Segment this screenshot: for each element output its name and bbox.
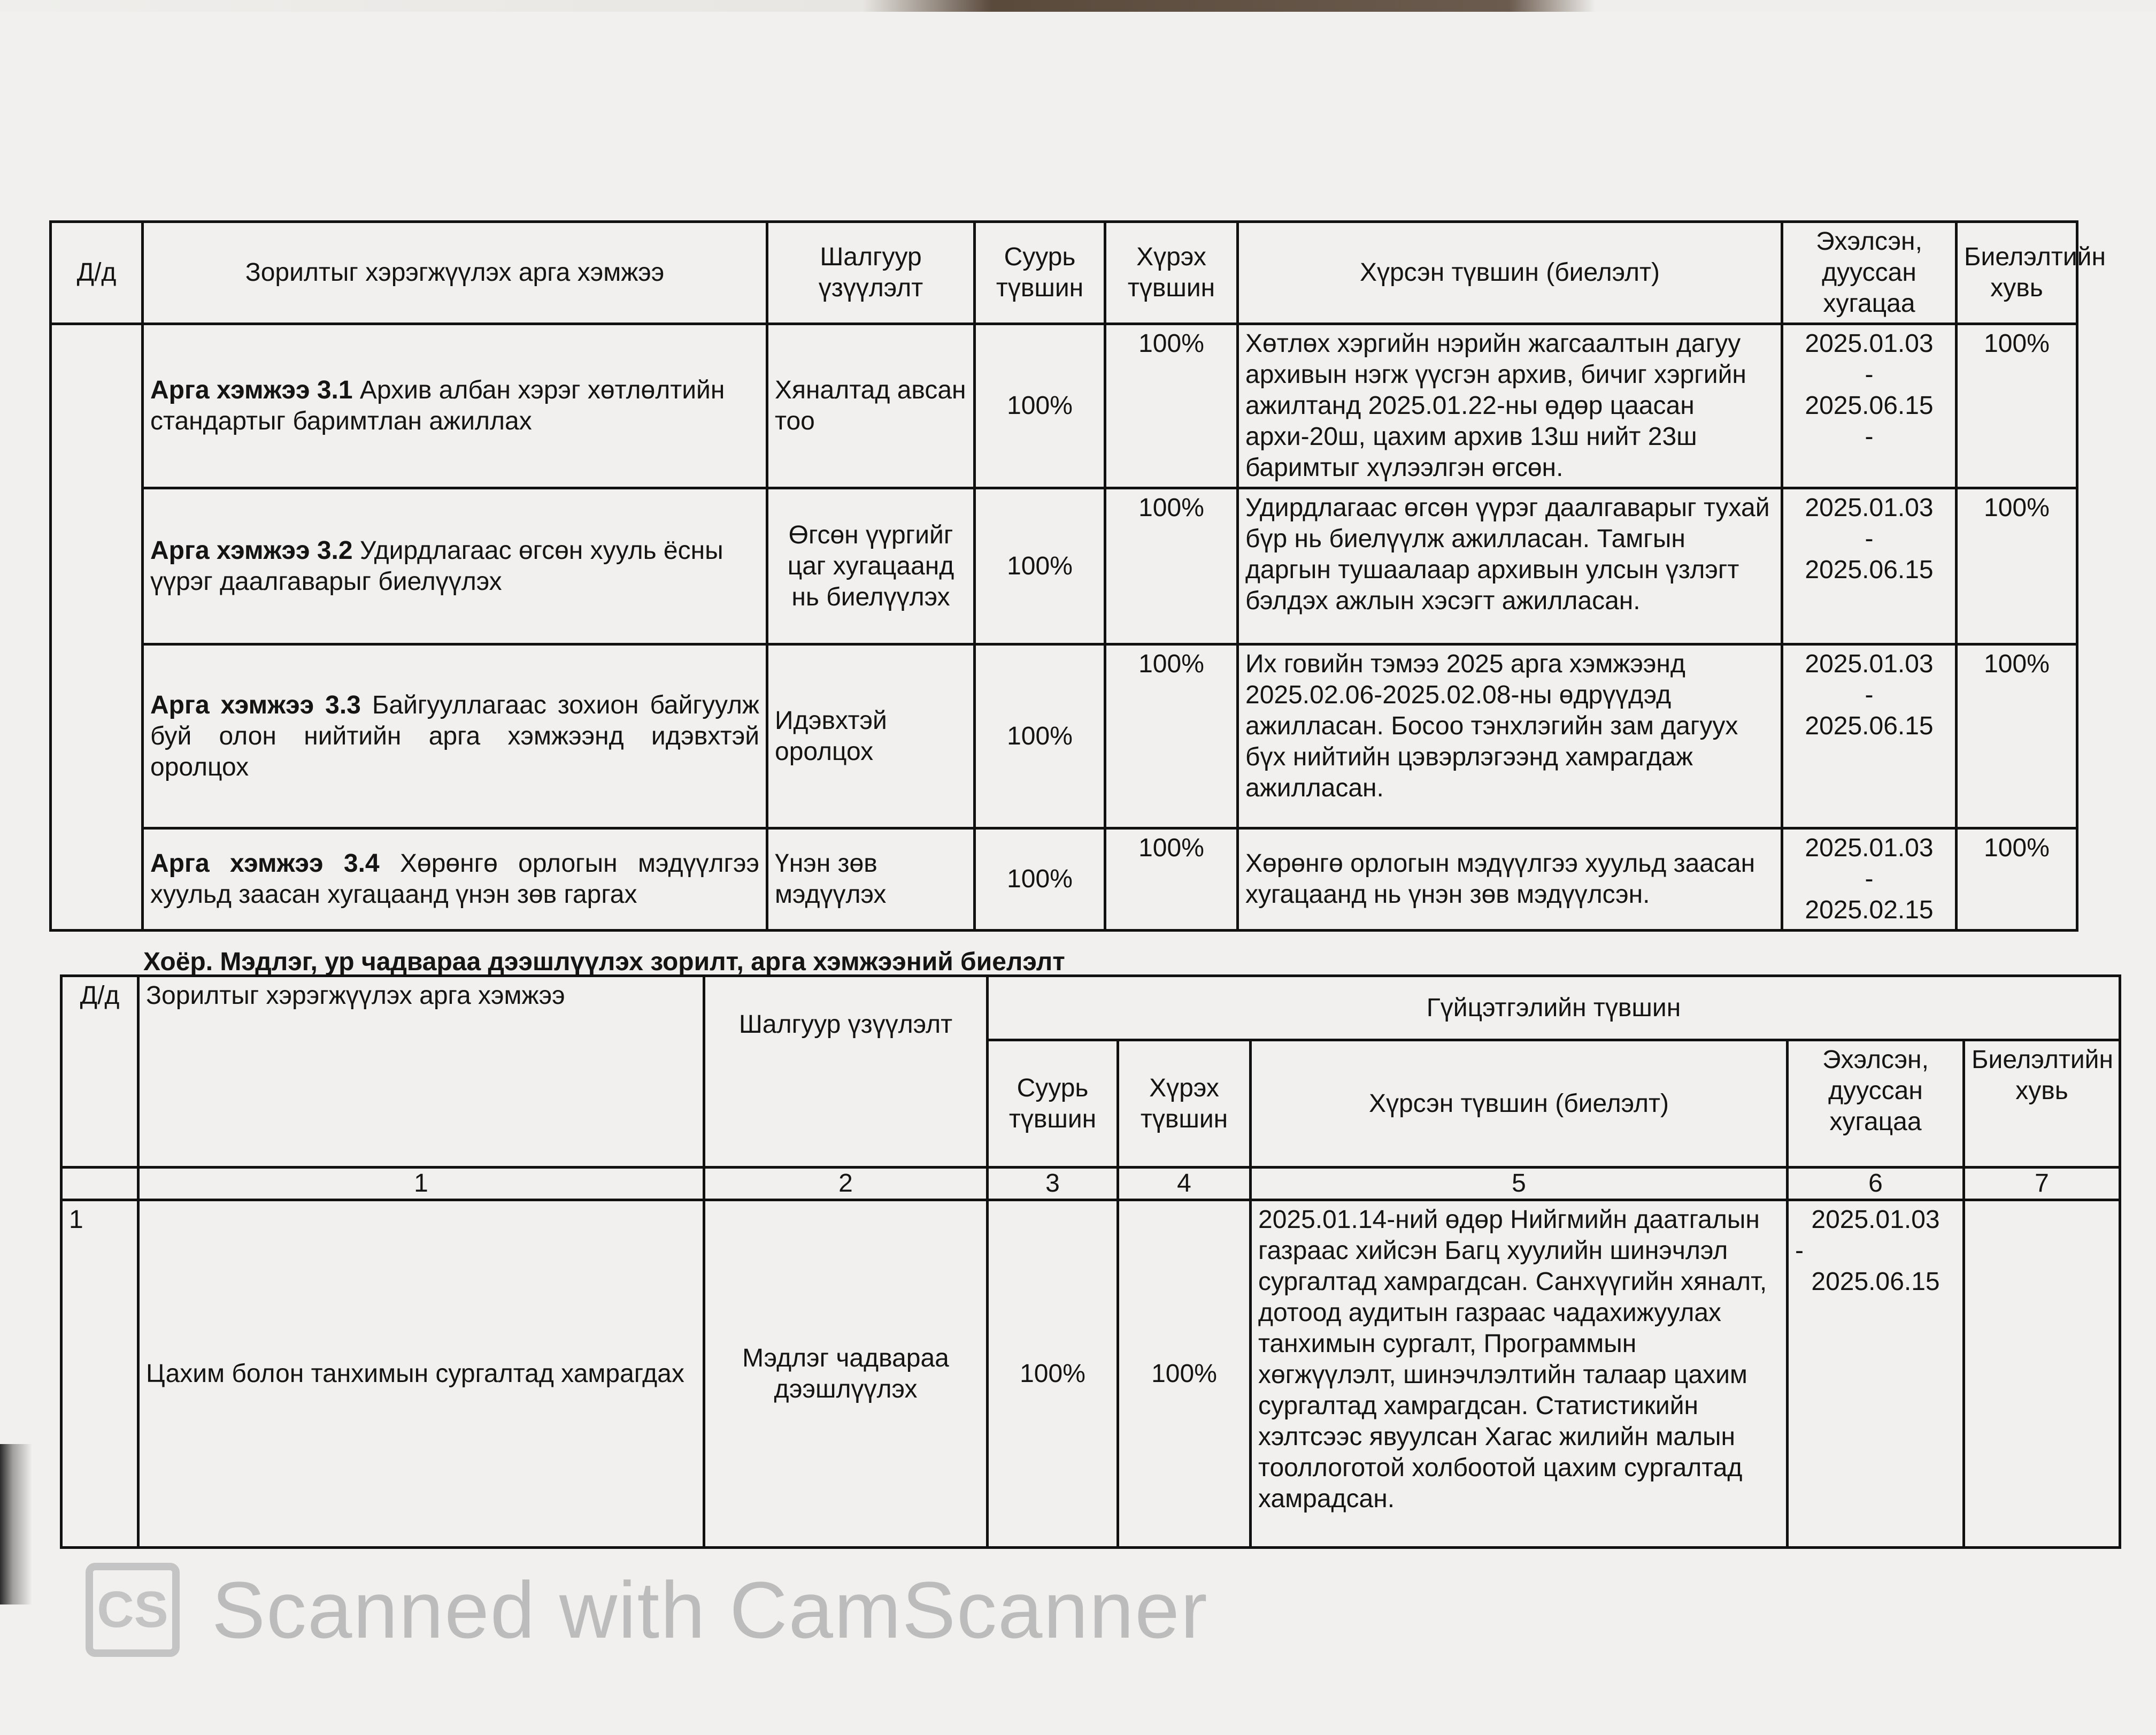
date-separator: -: [1865, 423, 1874, 451]
base-level-cell: 100%: [988, 1200, 1118, 1548]
percent-cell: 100%: [1957, 828, 2077, 931]
table-row: [51, 644, 2077, 828]
camscanner-watermark: [86, 1562, 1208, 1658]
header-percent: Биелэлтийн хувь: [1957, 222, 2077, 324]
dates-cell: [1782, 644, 1957, 828]
camscanner-logo-icon: CS: [86, 1563, 180, 1657]
column-number: 4: [1118, 1168, 1251, 1200]
measure-cell: Цахим болон танхимын сургалтад хамрагдах: [138, 1200, 704, 1548]
criterion-cell: Мэдлэг чадвараа дээшлүүлэх: [704, 1200, 988, 1548]
header-dates: Эхэлсэн, дууссан хугацаа: [1788, 1040, 1964, 1168]
header-measure: Зорилтыг хэрэгжүүлэх арга хэмжээ: [143, 222, 767, 324]
percent-cell: 100%: [1957, 324, 2077, 488]
measure-text: Архив албан хэрэг хөтлөлтийн стандартыг баримтлан ажиллах: [150, 376, 725, 435]
dates-cell: [1782, 488, 1957, 644]
measure-text: Байгууллагаас зохион байгуулж буй олон нийтийн арга хэмжээнд идэвхтэй оролцох: [150, 690, 760, 781]
measure-text: Удирдлагаас өгсөн хууль ёсны үүрэг даалгаварыг биелүүлэх: [150, 536, 723, 596]
end-date: 2025.06.15: [1805, 391, 1934, 420]
start-date: 2025.01.03: [1805, 834, 1934, 862]
header-target-level: Хүрэх түвшин: [1105, 222, 1238, 324]
measure-cell: [143, 828, 767, 931]
date-separator: -: [1795, 1237, 1804, 1265]
column-number-blank: [61, 1168, 138, 1200]
achieved-cell: 2025.01.14-ний өдөр Нийгмийн даатгалын газраас хийсэн Багц хуулийн шинэчлэл сургалтад хамрагдсан. Санхүүгийн хяналт, дотоод аудитын газраас чадахижуулах танхимын сургалт, Программын хөгжүүлэлт, шинэчлэлтийн талаар цахим сургалтад хамрагдсан. Статистикийн хэлтсээс явуулсан Хагас жилийн малын тооллоготой холбоотой цахим сургалтад хамрадсан.: [1251, 1200, 1788, 1548]
end-date: 2025.06.15: [1805, 556, 1934, 584]
column-number: 7: [1964, 1168, 2120, 1200]
measures-table-2: [60, 974, 2121, 1549]
date-separator: -: [1865, 681, 1874, 709]
measure-cell: [143, 488, 767, 644]
criterion-cell: Өгсөн үүргийг цаг хугацаанд нь биелүүлэх: [767, 488, 975, 644]
percent-cell: [1964, 1200, 2120, 1548]
base-level-cell: 100%: [975, 488, 1105, 644]
end-date: 2025.06.15: [1811, 1268, 1940, 1296]
measure-cell: [143, 324, 767, 488]
date-separator: -: [1865, 865, 1874, 893]
measure-cell: [143, 644, 767, 828]
percent-cell: 100%: [1957, 644, 2077, 828]
column-number: 5: [1251, 1168, 1788, 1200]
start-date: 2025.01.03: [1805, 329, 1934, 358]
header-achieved-level: Хүрсэн түвшин (биелэлт): [1251, 1040, 1788, 1168]
header-performance-level: Гүйцэтгэлийн түвшин: [988, 976, 2120, 1040]
header-num: Д/д: [51, 222, 143, 324]
header-base-level: Суурь түвшин: [988, 1040, 1118, 1168]
base-level-cell: 100%: [975, 324, 1105, 488]
target-level-cell: 100%: [1105, 488, 1238, 644]
measures-table-1: [49, 220, 2106, 932]
achieved-cell: Хөрөнгө орлогын мэдүүлгээ хуульд заасан хугацаанд нь үнэн зөв мэдүүлсэн.: [1238, 828, 1782, 931]
end-date: 2025.06.15: [1805, 712, 1934, 740]
header-measure: Зорилтыг хэрэгжүүлэх арга хэмжээ: [138, 976, 704, 1168]
num-cell-merged: [51, 324, 143, 931]
dates-cell: [1782, 324, 1957, 488]
date-separator: -: [1865, 360, 1874, 389]
measure-label: Арга хэмжээ 3.1: [150, 376, 353, 404]
criterion-cell: Хяналтад авсан тоо: [767, 324, 975, 488]
watermark-text: Scanned with CamScanner: [212, 1564, 1208, 1655]
header-criterion: Шалгуур үзүүлэлт: [704, 976, 988, 1168]
column-number: 3: [988, 1168, 1118, 1200]
header-percent: Биелэлтийн хувь: [1964, 1040, 2120, 1168]
header-base-level: Суурь түвшин: [975, 222, 1105, 324]
column-numbers-row: [61, 1168, 2120, 1200]
measure-label: Арга хэмжээ 3.2: [150, 536, 353, 565]
header-num: Д/д: [61, 976, 138, 1168]
date-separator: -: [1865, 525, 1874, 553]
column-number: 6: [1788, 1168, 1964, 1200]
table-row: [51, 488, 2077, 644]
scan-edge-shadow: [0, 1444, 32, 1605]
table-row: [51, 324, 2077, 488]
criterion-cell: Үнэн зөв мэдүүлэх: [767, 828, 975, 931]
target-level-cell: 100%: [1105, 644, 1238, 828]
percent-cell: 100%: [1957, 488, 2077, 644]
target-level-cell: 100%: [1105, 324, 1238, 488]
column-number: 2: [704, 1168, 988, 1200]
table2-header-row-1: [61, 976, 2120, 1040]
column-number: 1: [138, 1168, 704, 1200]
end-date: 2025.02.15: [1805, 896, 1934, 924]
achieved-cell: Удирдлагаас өгсөн үүрэг даалгаварыг тухай бүр нь биелүүлж ажилласан. Тамгын даргын тушаалаар архивын улсын үзлэгт бэлдэх ажлын хэсэгт ажилласан.: [1238, 488, 1782, 644]
start-date: 2025.01.03: [1811, 1206, 1940, 1234]
section-two-caption: Хоёр. Мэдлэг, ур чадвараа дээшлүүлэх зорилт, арга хэмжээний биелэлт: [143, 948, 1065, 976]
dates-cell: [1788, 1200, 1964, 1548]
header-target-level: Хүрэх түвшин: [1118, 1040, 1251, 1168]
table-row: [51, 828, 2077, 931]
criterion-cell: Идэвхтэй оролцох: [767, 644, 975, 828]
target-level-cell: 100%: [1105, 828, 1238, 931]
start-date: 2025.01.03: [1805, 650, 1934, 678]
table-row: [61, 1200, 2120, 1548]
header-dates: Эхэлсэн, дууссан хугацаа: [1782, 222, 1957, 324]
start-date: 2025.01.03: [1805, 494, 1934, 522]
page-top-edge: [0, 0, 2156, 12]
header-achieved-level: Хүрсэн түвшин (биелэлт): [1238, 222, 1782, 324]
achieved-cell: Их говийн тэмээ 2025 арга хэмжээнд 2025.02.06-2025.02.08-ны өдрүүдэд ажилласан. Босоо тэнхлэгийн зам дагуух бүх нийтийн цэвэрлэгээнд хамрагдаж ажилласан.: [1238, 644, 1782, 828]
header-criterion: Шалгуур үзүүлэлт: [767, 222, 975, 324]
target-level-cell: 100%: [1118, 1200, 1251, 1548]
measure-label: Арга хэмжээ 3.4: [150, 849, 380, 878]
measure-text: Хөрөнгө орлогын мэдүүлгээ хуульд заасан хугацаанд үнэн зөв гаргах: [150, 849, 759, 909]
base-level-cell: 100%: [975, 644, 1105, 828]
achieved-cell: Хөтлөх хэргийн нэрийн жагсаалтын дагуу архивын нэгж үүсгэн архив, бичиг хэргийн ажилтанд 2025.01.22-ны өдөр цаасан архи-20ш, цахим архив 13ш нийт 23ш баримтыг хүлээлгэн өгсөн.: [1238, 324, 1782, 488]
table1-header-row: [51, 222, 2077, 324]
measure-label: Арга хэмжээ 3.3: [150, 690, 361, 719]
num-cell: 1: [61, 1200, 138, 1548]
dates-cell: [1782, 828, 1957, 931]
base-level-cell: 100%: [975, 828, 1105, 931]
